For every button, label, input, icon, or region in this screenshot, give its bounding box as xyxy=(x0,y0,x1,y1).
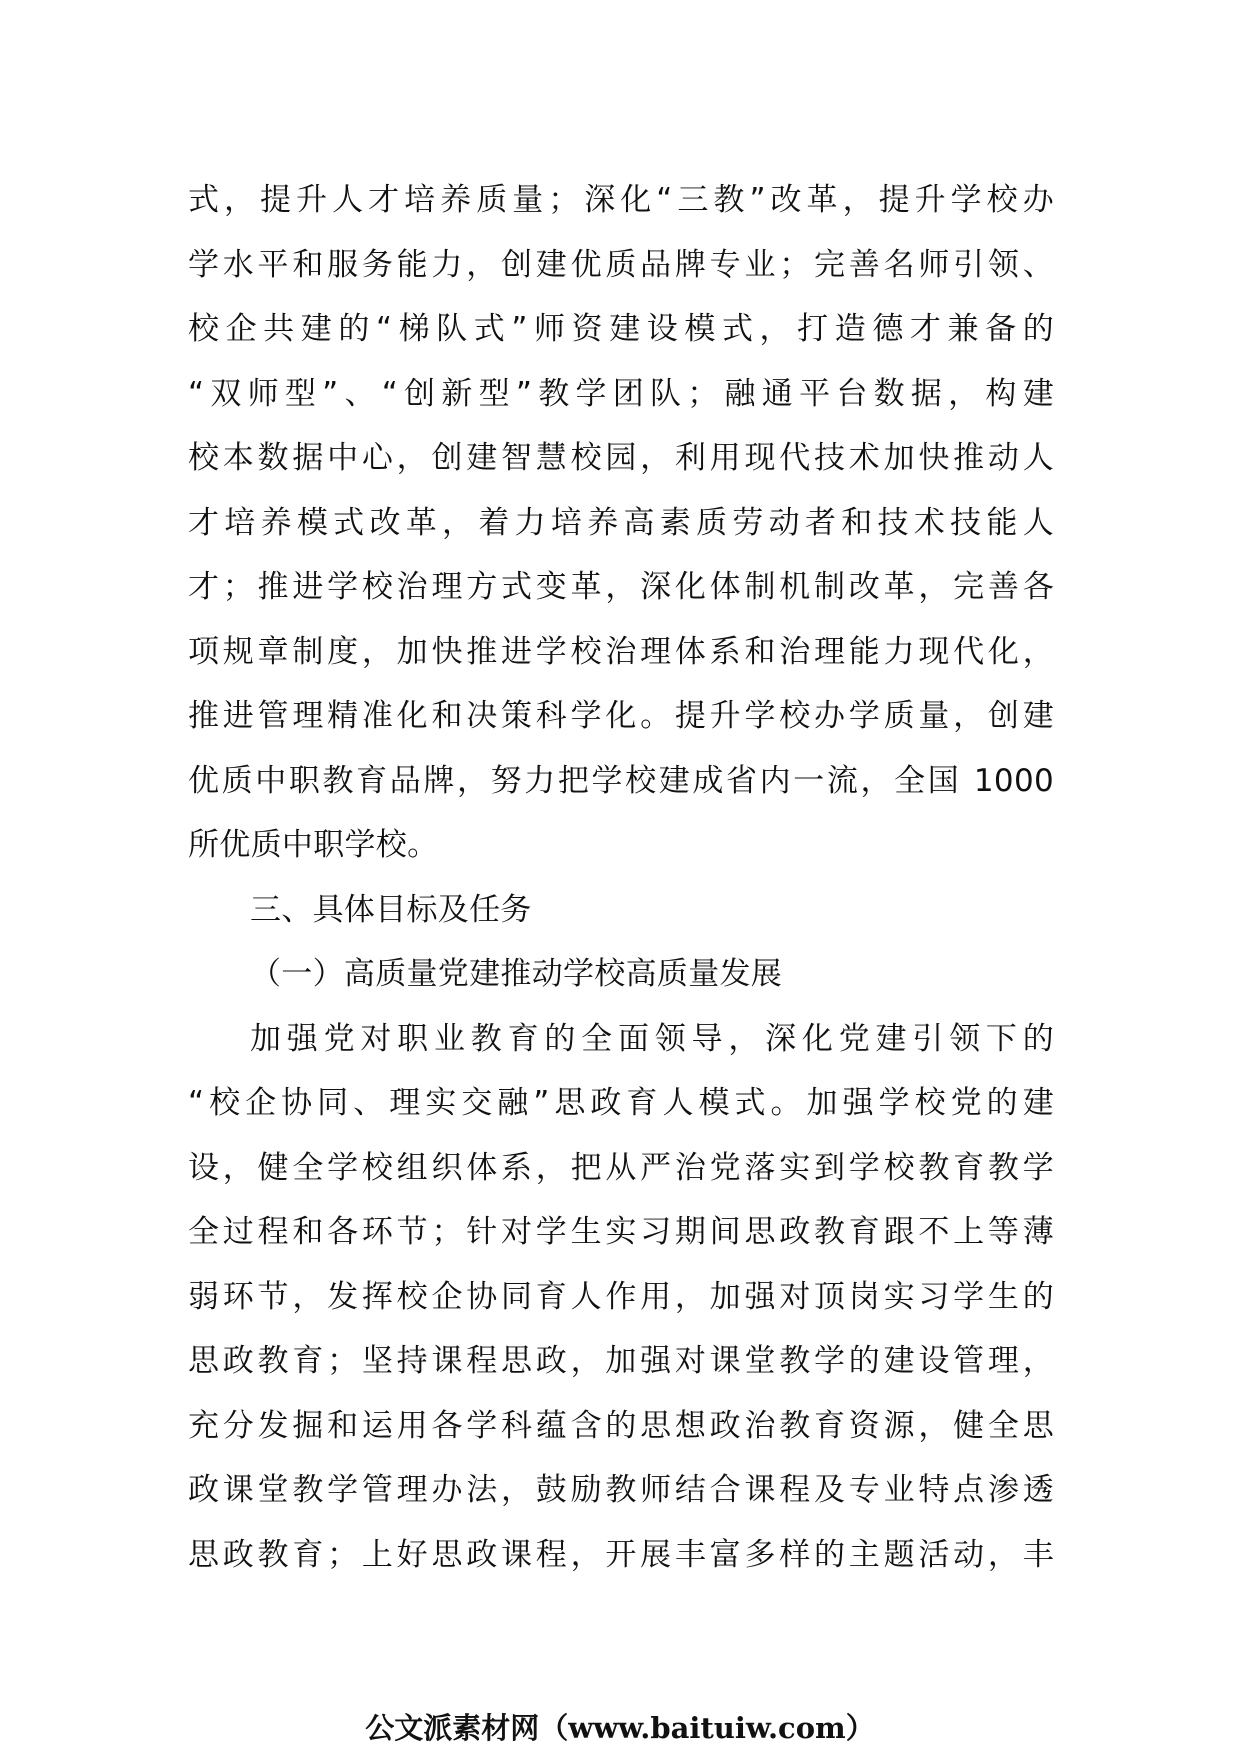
text-line: 弱环节，发挥校企协同育人作用，加强对顶岗实习学生的 xyxy=(188,1278,1054,1315)
text-line: 项规章制度，加快推进学校治理体系和治理能力现代化， xyxy=(188,633,1054,670)
text-line: 学水平和服务能力，创建优质品牌专业；完善名师引领、 xyxy=(188,246,1054,283)
text-line: 才培养模式改革，着力培养高素质劳动者和技术技能人 xyxy=(188,504,1054,541)
text-line: 所优质中职学校。 xyxy=(188,827,439,863)
text-line: “双师型”、“创新型”教学团队；融通平台数据，构建 xyxy=(188,375,1054,412)
footer-watermark: 公文派素材网（www.baituiw.com） xyxy=(365,1711,875,1745)
text-line: 推进管理精准化和决策科学化。提升学校办学质量，创建 xyxy=(188,698,1054,734)
section-heading: 三、具体目标及任务 xyxy=(250,891,532,928)
subsection-heading: （一）高质量党建推动学校高质量发展 xyxy=(250,956,783,992)
text-line: 全过程和各环节；针对学生实习期间思政教育跟不上等薄 xyxy=(188,1214,1054,1250)
text-line: 式，提升人才培养质量；深化“三教”改革，提升学校办 xyxy=(188,182,1054,218)
text-line: 优质中职教育品牌，努力把学校建成省内一流，全国 1000 xyxy=(188,762,1054,799)
text-line: 设，健全学校组织体系，把从严治党落实到学校教育教学 xyxy=(188,1149,1054,1186)
text-line: 充分发掘和运用各学科蕴含的思想政治教育资源，健全思 xyxy=(188,1407,1054,1444)
text-line: 思政教育；上好思政课程，开展丰富多样的主题活动，丰 xyxy=(188,1536,1054,1573)
document-body xyxy=(188,168,1054,1587)
text-line: 校本数据中心，创建智慧校园，利用现代技术加快推动人 xyxy=(188,440,1054,476)
text-line: 思政教育；坚持课程思政，加强对课堂教学的建设管理， xyxy=(188,1343,1054,1379)
text-line: “校企协同、理实交融”思政育人模式。加强学校党的建 xyxy=(188,1085,1054,1121)
paragraph-first-line: 加强党对职业教育的全面领导，深化党建引领下的 xyxy=(250,1020,1054,1057)
text-line: 政课堂教学管理办法，鼓励教师结合课程及专业特点渗透 xyxy=(188,1472,1054,1508)
text-line: 校企共建的“梯队式”师资建设模式，打造德才兼备的 xyxy=(188,311,1054,347)
text-line: 才；推进学校治理方式变革，深化体制机制改革，完善各 xyxy=(188,569,1054,605)
